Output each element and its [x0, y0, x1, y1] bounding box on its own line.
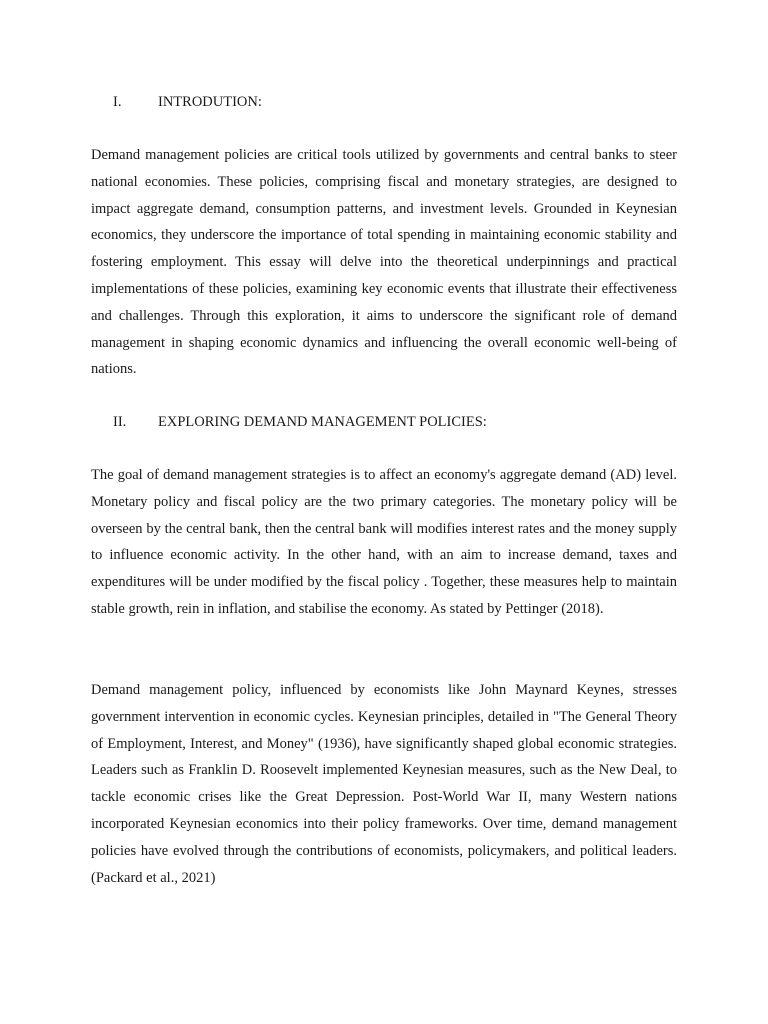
section-heading-exploring	[0, 412, 768, 432]
paragraph-demand-strategies: The goal of demand management strategies is to affect an economy's aggregate demand (AD) level. Monetary policy and fiscal policy are the two primary categories. The monetary policy will be overseen by the central bank, then the central bank will modifies interest rates and the money supply to influence economic activity. In the other hand, with an aim to increase demand, taxes and expenditures will be under modified by the fiscal policy . Together, these measures help to maintain stable growth, rein in inflation, and stabilise the economy. As stated by Pettinger (2018).	[91, 467, 677, 617]
section-number: II.	[113, 414, 127, 430]
section-heading-introduction	[0, 92, 768, 112]
section-title: INTRODUTION:	[158, 94, 262, 110]
section-title: EXPLORING DEMAND MANAGEMENT POLICIES:	[158, 414, 487, 430]
paragraph-introduction: Demand management policies are critical tools utilized by governments and central banks to steer national economies. These policies, comprising fiscal and monetary strategies, are designed to impact aggregate demand, consumption patterns, and investment levels. Grounded in Keynesian economics, they underscore the importance of total spending in maintaining economic stability and fostering employment. This essay will delve into the theoretical underpinnings and practical implementations of these policies, examining key economic events that illustrate their effectiveness and challenges. Through this exploration, it aims to underscore the significant role of demand management in shaping economic dynamics and influencing the overall economic well-being of nations.	[91, 147, 677, 378]
paragraph-keynesian-history: Demand management policy, influenced by economists like John Maynard Keynes, stresses government intervention in economic cycles. Keynesian principles, detailed in "The General Theory of Employment, Interest, and Money" (1936), have significantly shaped global economic strategies. Leaders such as Franklin D. Roosevelt implemented Keynesian measures, such as the New Deal, to tackle economic crises like the Great Depression. Post-World War II, many Western nations incorporated Keynesian economics into their policy frameworks. Over time, demand management policies have evolved through the contributions of economists, policymakers, and political leaders. (Packard et al., 2021)	[91, 682, 677, 886]
section-number: I.	[113, 94, 122, 110]
